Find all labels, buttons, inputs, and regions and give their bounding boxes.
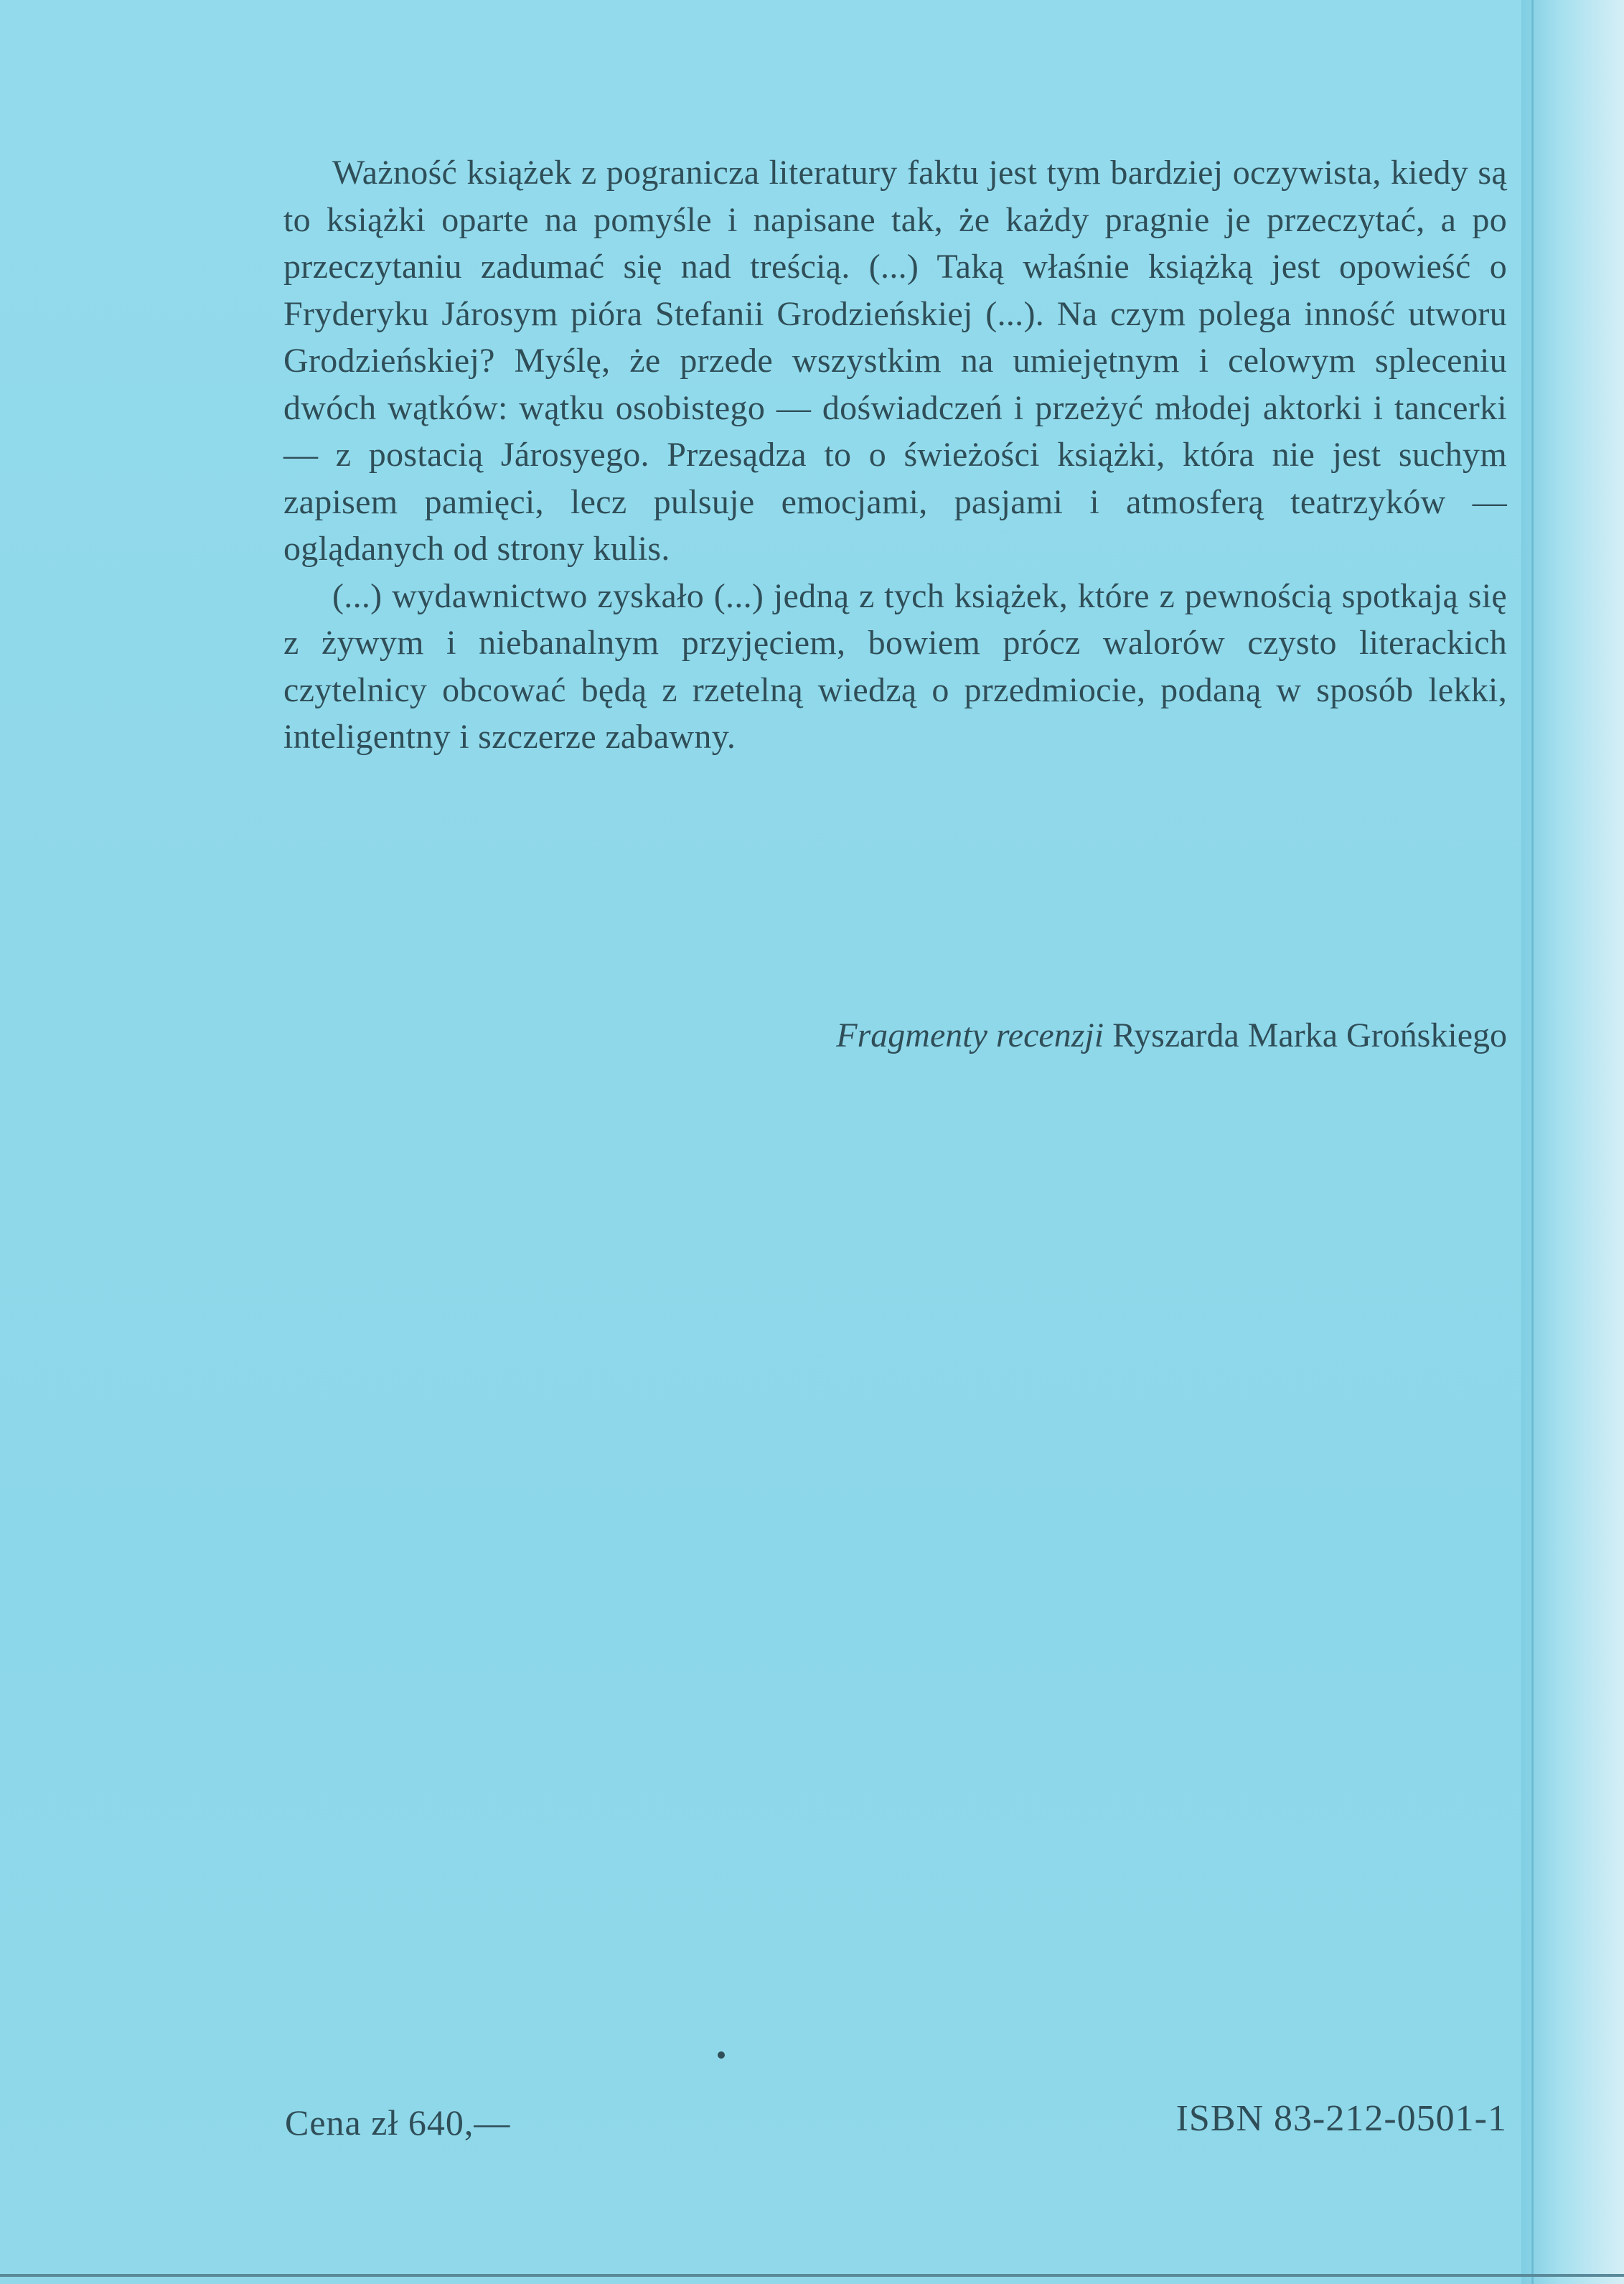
review-attribution xyxy=(283,1016,1507,1055)
price-label: Cena zł 640,— xyxy=(285,2102,511,2143)
attribution-author: Ryszarda Marka Grońskiego xyxy=(1112,1016,1507,1054)
bottom-rule xyxy=(0,2274,1624,2277)
review-paragraph-2: (...) wydawnictwo zyskało (...) jedną z tych książek, które z pewnością spotkają się z żywym i niebanalnym przyjęciem, bowiem prócz walorów czysto literackich czytelnicy obcować będą z rzetelną wiedzą o przedmiocie, podaną w sposób lekki, inteligentny i szczerze zabawny. xyxy=(283,576,1507,756)
edge-line xyxy=(1531,0,1534,2284)
printed-dot xyxy=(718,2051,725,2059)
attribution-italic: Fragmenty recenzji xyxy=(836,1016,1104,1054)
cover-edge xyxy=(1521,0,1624,2284)
review-paragraph-1: Ważność książek z pogranicza literatury faktu jest tym bardziej oczywista, kiedy są to książki oparte na pomyśle i napisane tak, że każdy pragnie je przeczytać, a po przeczytaniu zadumać się nad treścią. (...) Taką właśnie książką jest opowieść o Fryderyku Járosym pióra Stefanii Grodzieńskiej (...). Na czym polega inność utworu Grodzieńskiej? Myślę, że przede wszystkim na umiejętnym i celowym spleceniu dwóch wątków: wątku osobistego — doświadczeń i przeżyć młodej aktorki i tancerki — z postacią Járosyego. Przesądza to o świeżości książki, która nie jest suchym zapisem pamięci, lecz pulsuje emocjami, pasjami i atmosferą teatrzyków — oglądanych od strony kulis. xyxy=(283,154,1507,568)
review-text xyxy=(283,149,1507,761)
isbn-label: ISBN 83-212-0501-1 xyxy=(1175,2098,1507,2139)
